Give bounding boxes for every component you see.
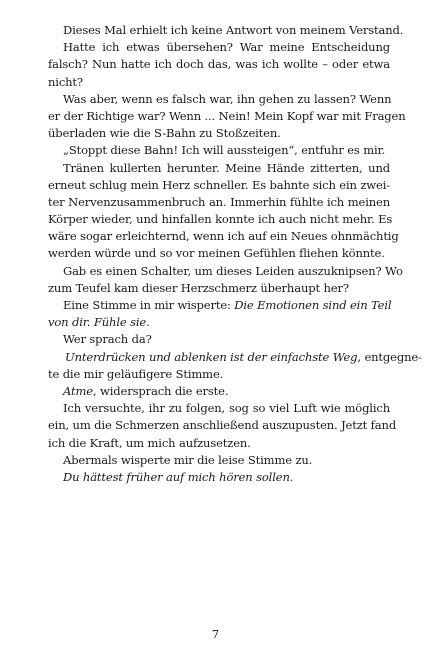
- text-line: „Stoppt diese Bahn! Ich will aussteigen“, entfuhr es mir.: [63, 143, 386, 158]
- text-line: ter Nervenzusammenbruch an. Immerhin fühlte ich meinen: [48, 194, 390, 209]
- text-segment: , widersprach die erste.: [92, 383, 229, 398]
- text-line: Du hättest früher auf mich hören sollen.: [63, 469, 294, 484]
- text-line: [48, 383, 390, 400]
- page-number: 7: [211, 627, 220, 641]
- text-line: ein, um die Schmerzen anschließend auszupusten. Jetzt fand: [48, 418, 397, 433]
- text-line: überladen wie die S-Bahn zu Stoßzeiten.: [48, 126, 281, 141]
- text-line: werden würde und so vor meinen Gefühlen fliehen könnte.: [48, 246, 385, 261]
- text-line: wäre sogar erleichternd, wenn ich auf ein Neues ohnmächtig: [48, 229, 399, 244]
- text-line: te die mir geläufigere Stimme.: [48, 366, 224, 381]
- text-line: zum Teufel kam dieser Herzschmerz überhaupt her?: [48, 280, 349, 295]
- text-line: Wer sprach da?: [63, 332, 152, 347]
- text-segment: Eine Stimme in mir wisperte:: [63, 298, 235, 312]
- text-line: Gab es einen Schalter, um dieses Leiden auszuknipsen? Wo: [63, 263, 403, 278]
- text-line: Was aber, wenn es falsch war, ihn gehen zu lassen? Wenn: [63, 91, 392, 106]
- text-segment: , entgegne-: [357, 349, 422, 364]
- text-line: [48, 297, 390, 314]
- text-line: von dir. Fühle sie.: [48, 315, 150, 330]
- text-line: er der Richtige war? Wenn ... Nein! Mein Kopf war mit Fragen: [48, 108, 406, 123]
- body-text: [48, 22, 422, 486]
- text-line: Ich versuchte, ihr zu folgen, sog so viel Luft wie möglich: [63, 401, 390, 416]
- text-segment-italic: Atme: [63, 383, 93, 398]
- text-line: [48, 349, 422, 366]
- text-line: ich die Kraft, um mich aufzusetzen.: [48, 435, 251, 450]
- text-line: nicht?: [48, 74, 83, 89]
- text-line: falsch? Nun hatte ich doch das, was ich wollte – oder etwa: [48, 57, 390, 72]
- text-segment-italic: Unterdrücken und ablenken ist der einfachste Weg: [65, 349, 358, 364]
- text-segment-italic: Die Emotionen sind ein Teil: [234, 298, 392, 312]
- text-line: Tränen kullerten herunter. Meine Hände zitterten, und: [63, 160, 390, 175]
- text-line: Dieses Mal erhielt ich keine Antwort von meinem Verstand.: [63, 23, 404, 37]
- text-line: Abermals wisperte mir die leise Stimme zu.: [63, 452, 313, 467]
- text-line: Hatte ich etwas übersehen? War meine Entscheidung: [63, 40, 390, 55]
- text-line: Körper wieder, und hinfallen konnte ich auch nicht mehr. Es: [48, 212, 393, 227]
- text-line: erneut schlug mein Herz schneller. Es bahnte sich ein zwei-: [48, 177, 390, 192]
